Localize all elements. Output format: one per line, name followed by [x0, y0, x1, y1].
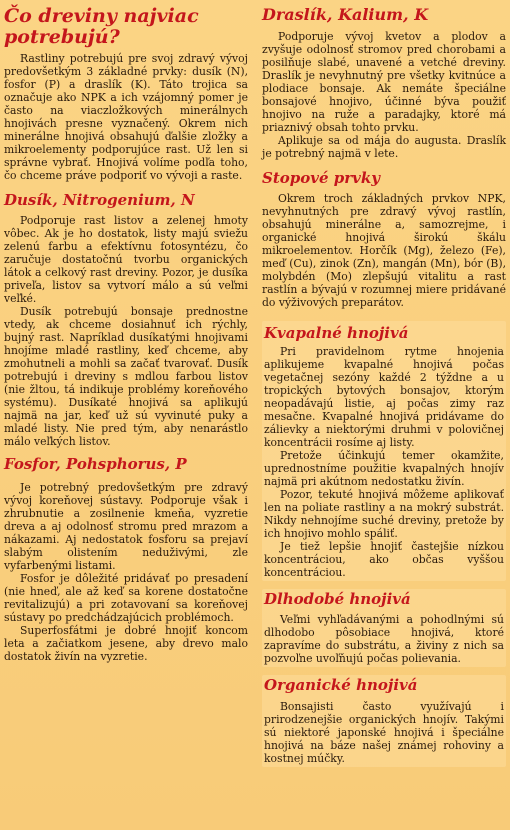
heading-nitrogen: Dusík, Nitrogenium, N: [4, 190, 195, 209]
paragraph: Rastliny potrebujú pre svoj zdravý vývoj predovšetkým 3 základné prvky: dusík (N), fosfor (P) a draslík (K). Táto trojica sa označuje ako NPK a ich vzájomný pomer je často na viaczložkových minerálnych hnojivách presne vyznačený. Okrem nich minerálne hnojivá obsahujú ďalšie zložky a mikroelementy podporujúce rast. Už len si správne vybrať. Hnojivá volíme podľa toho, čo chceme práve podporiť vo vývoji a raste.: [4, 51, 248, 182]
paragraph: Bonsajisti často využívajú i prirodzenejšie organických hnojív. Takými sú niektoré japonské hnojivá i špeciálne hnojivá na báze našej známej rohoviny a kostnej múčky.: [264, 699, 504, 765]
section-nitrogen: [4, 192, 248, 449]
section-trace-elements: [262, 170, 506, 310]
paragraph: Okrem troch základných prvkov NPK, nevyhnutných pre zdravý vývoj rastlín, obsahujú minerálne a, samozrejme, i organické hnojivá širokú škálu mikroelementov. Horčík (Mg), železo (Fe), meď (Cu), zinok (Zn), mangán (Mn), bór (B), molybdén (Mo) zlepšujú vitalitu a rast rastlín a bývajú v rozumnej miere pridávané do výživových preparátov.: [262, 192, 506, 310]
heading-potassium: Draslík, Kalium, K: [262, 5, 429, 24]
paragraph: Fosfor je dôležité pridávať po presadení (nie hneď, ale až keď sa korene dostatočne revitalizujú) a pri zotavovaní sa koreňovej sústavy po predchádzajúcich problémoch.: [4, 571, 248, 624]
section-potassium: [262, 0, 506, 160]
right-column: [262, 0, 506, 767]
heading-long-term-fertilizers: Dlhodobé hnojivá: [264, 589, 411, 608]
heading-trace-elements: Stopové prvky: [262, 168, 380, 187]
section-organic-fertilizers: [262, 675, 506, 767]
heading-what-plants-need: Čo dreviny najviac potrebujú?: [4, 5, 199, 48]
paragraph: Pretože účinkujú temer okamžite, uprednostníme použitie kvapalných hnojív najmä pri akútnom nedostatku živín.: [264, 448, 504, 488]
section-what-plants-need: [4, 0, 248, 182]
paragraph: Podporuje rast listov a zelenej hmoty vôbec. Ak je ho dostatok, listy majú sviežu zelenú farbu a efektívnu fotosyntézu, čo zaručuje dostatočnú tvorbu organických látok a celkový rast dreviny. Pozor, je dusíka priveľa, listov sa vytvorí málo a sú veľmi veľké.: [4, 214, 248, 306]
paragraph: Podporuje vývoj kvetov a plodov a zvyšuje odolnosť stromov pred chorobami a posilňuje slabé, unavené a vetché dreviny. Draslík je nevyhnutný pre všetky kvitnúce a plodiace bonsaje. Ak nemáte špeciálne bonsajové hnojivo, účinné býva použiť hnojivo na ruže a paradajky, ktoré má priaznivý obsah tohto prvku.: [262, 29, 506, 134]
section-liquid-fertilizers: [262, 321, 506, 581]
paragraph: Dusík potrebujú bonsaje prednostne vtedy, ak chceme dosiahnuť ich rýchly, bujný rast. Napríklad dusíkatými hnojivami hnojíme mladé rastliny, keď chceme, aby zmohutneli a mohli sa začať tvarovať. Dusík potrebujú i dreviny s mdlou farbou listov (nie žltou, tá indikuje problémy koreňového systému). Dusíkaté hnojivá sa aplikujú najmä na jar, keď už sú vyvinuté puky a mladé listy. Nie pred tým, aby nenarástlo málo veľkých listov.: [4, 305, 248, 449]
heading-liquid-fertilizers: Kvapalné hnojivá: [264, 324, 409, 343]
section-phosphorus: [4, 456, 248, 663]
paragraph: Aplikuje sa od mája do augusta. Draslík je potrebný najmä v lete.: [262, 133, 506, 160]
heading-organic-fertilizers: Organické hnojivá: [264, 676, 418, 695]
paragraph: Pozor, tekuté hnojivá môžeme aplikovať len na poliate rastliny a na mokrý substrát. Nikdy nehnojíme suché dreviny, pretože by ich hnojivo mohlo spáliť.: [264, 487, 504, 540]
paragraph: Veľmi vyhľadávanými a pohodlnými sú dlhodobo pôsobiace hnojivá, ktoré zapravíme do substrátu, a živiny z nich sa pozvoľne uvoľňujú počas polievania.: [264, 613, 504, 666]
paragraph: Je tiež lepšie hnojiť častejšie nízkou koncentráciou, ako občas vyššou koncentráciou.: [264, 539, 504, 579]
heading-phosphorus: Fosfor, Pohsphorus, P: [4, 455, 187, 474]
left-column: [4, 0, 248, 663]
section-long-term-fertilizers: [262, 589, 506, 668]
paragraph: Je potrebný predovšetkým pre zdravý vývoj koreňovej sústavy. Podporuje však i zhrubnutie a zosilnenie kmeňa, vyzretie dreva a aj odolnosť stromu pred mrazom a nákazami. Aj nedostatok fosforu sa prejaví slabým olistením neduživými, zle vyfarbenými listami.: [4, 480, 248, 572]
paragraph: Pri pravidelnom rytme hnojenia aplikujeme kvapalné hnojivá počas vegetačnej sezóny každé 2 týždne a u tropických bytových bonsajov, ktorým neopadávajú listie, aj počas zimy raz mesačne. Kvapalné hnojivá pridávame do zálievky a niektorými druhmi v polovičnej koncentrácii rosíme aj listy.: [264, 344, 504, 449]
paragraph: Superfosfátmi je dobré hnojiť koncom leta a začiatkom jesene, aby drevo malo dostatok živín na vyzretie.: [4, 623, 248, 663]
